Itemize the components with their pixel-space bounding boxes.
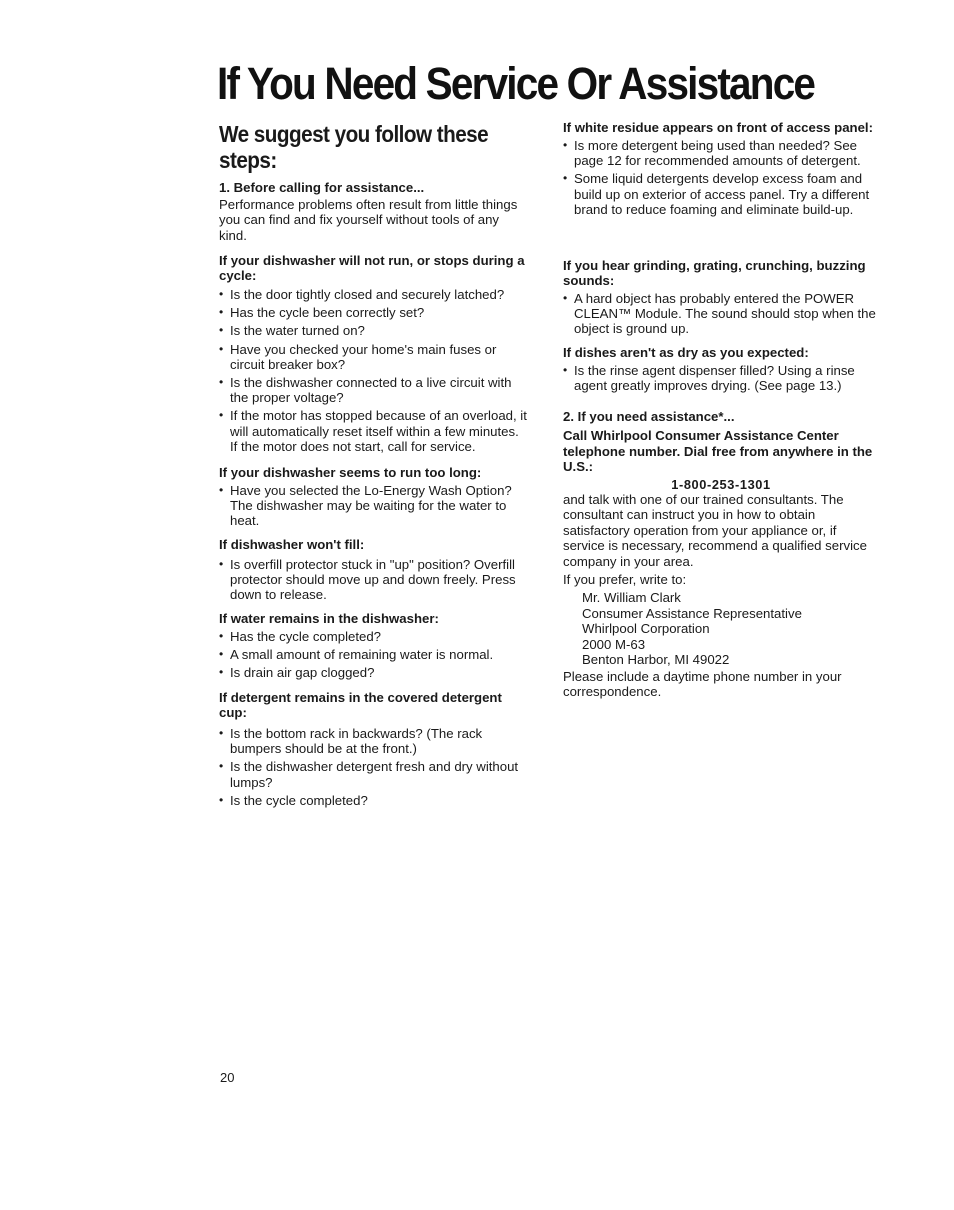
bullet-list (219, 483, 529, 529)
list-item: • Has the cycle completed? (219, 629, 529, 644)
list-item: • Has the cycle been correctly set? (219, 305, 529, 320)
list-item: • Is the dishwasher connected to a live circuit with the proper voltage? (219, 375, 529, 405)
call-heading: Call Whirlpool Consumer Assistance Center telephone number. Dial free from anywhere in the U.S.: (563, 428, 873, 474)
section-grinding-sounds (563, 258, 879, 340)
list-item: • Is the bottom rack in backwards? (The rack bumpers should be at the front.) (219, 726, 529, 756)
list-item: • Have you selected the Lo-Energy Wash Option? The dishwasher may be waiting for the water to heat. (219, 483, 529, 529)
address-line: 2000 M-63 (582, 636, 646, 652)
section-heading: If you hear grinding, grating, crunching, buzzing sounds: (563, 258, 866, 288)
section-water-remains (219, 611, 529, 684)
section-wont-fill (219, 537, 529, 606)
list-item: • Is the dishwasher detergent fresh and dry without lumps? (219, 759, 529, 789)
section-heading: If dishwasher won't fill: (219, 537, 365, 552)
mailing-address (563, 590, 879, 668)
section-runs-too-long (219, 465, 529, 532)
list-item: • Some liquid detergents develop excess foam and build up on exterior of access panel. Try a different brand to reduce foaming and eliminate build-up. (563, 171, 879, 217)
section-dishes-not-dry (563, 345, 879, 396)
section-heading: If your dishwasher seems to run too long: (219, 465, 482, 480)
intro-paragraph: Performance problems often result from little things you can find and fix yourself without tools of any kind. (219, 197, 518, 243)
bullet-list (219, 557, 529, 603)
list-item: • Is the rinse agent dispenser filled? Using a rinse agent greatly improves drying. (See page 13.) (563, 363, 879, 393)
list-item: • Is more detergent being used than needed? See page 12 for recommended amounts of detergent. (563, 138, 879, 168)
list-item: • Is drain air gap clogged? (219, 665, 529, 680)
bullet-list (563, 138, 879, 217)
address-line: Whirlpool Corporation (582, 621, 710, 637)
closing-paragraph: Please include a daytime phone number in your correspondence. (563, 669, 842, 700)
address-line: Benton Harbor, MI 49022 (582, 652, 730, 668)
section-detergent-remains (219, 690, 529, 811)
bullet-list (219, 726, 529, 808)
list-item: • If the motor has stopped because of an overload, it will automatically reset itself within a few minutes. If the motor does not start, call for service. (219, 408, 529, 454)
list-item: • A hard object has probably entered the POWER CLEAN™ Module. The sound should stop when the object is ground up. (563, 291, 879, 337)
step1-heading: 1. Before calling for assistance... (219, 180, 425, 195)
page-number: 20 (220, 1070, 235, 1085)
address-line: Consumer Assistance Representative (582, 605, 802, 621)
address-line: Mr. William Clark (582, 590, 681, 605)
list-item: • Is the cycle completed? (219, 793, 529, 808)
list-item: • Have you checked your home's main fuses or circuit breaker box? (219, 342, 529, 372)
section-heading: If white residue appears on front of access panel: (563, 120, 873, 135)
section-heading: If detergent remains in the covered detergent cup: (219, 690, 502, 720)
section-white-residue (563, 120, 879, 220)
section-heading: If your dishwasher will not run, or stops during a cycle: (219, 253, 525, 283)
bullet-list (563, 291, 879, 337)
bullet-list (219, 287, 529, 454)
phone-number: 1-800-253-1301 (671, 477, 771, 492)
section-heading: If water remains in the dishwasher: (219, 611, 439, 626)
list-item: • Is overfill protector stuck in "up" position? Overfill protector should move up and down freely. Press down to release. (219, 557, 529, 603)
bullet-list (563, 363, 879, 393)
page-title: If You Need Service Or Assistance (217, 58, 815, 109)
section-heading: If dishes aren't as dry as you expected: (563, 345, 809, 360)
list-item: • Is the door tightly closed and securely latched? (219, 287, 529, 302)
talk-paragraph: and talk with one of our trained consultants. The consultant can instruct you in how to obtain satisfactory operation from your appliance or, if service is necessary, recommend a qualified service company in your area. (563, 492, 867, 569)
section-will-not-run (219, 253, 529, 457)
section-subtitle: We suggest you follow these steps: (219, 121, 489, 173)
step2-heading: 2. If you need assistance*... (563, 409, 735, 424)
list-item: • Is the water turned on? (219, 323, 529, 338)
bullet-list (219, 629, 529, 681)
list-item: • A small amount of remaining water is normal. (219, 647, 529, 662)
write-intro: If you prefer, write to: (563, 572, 687, 587)
